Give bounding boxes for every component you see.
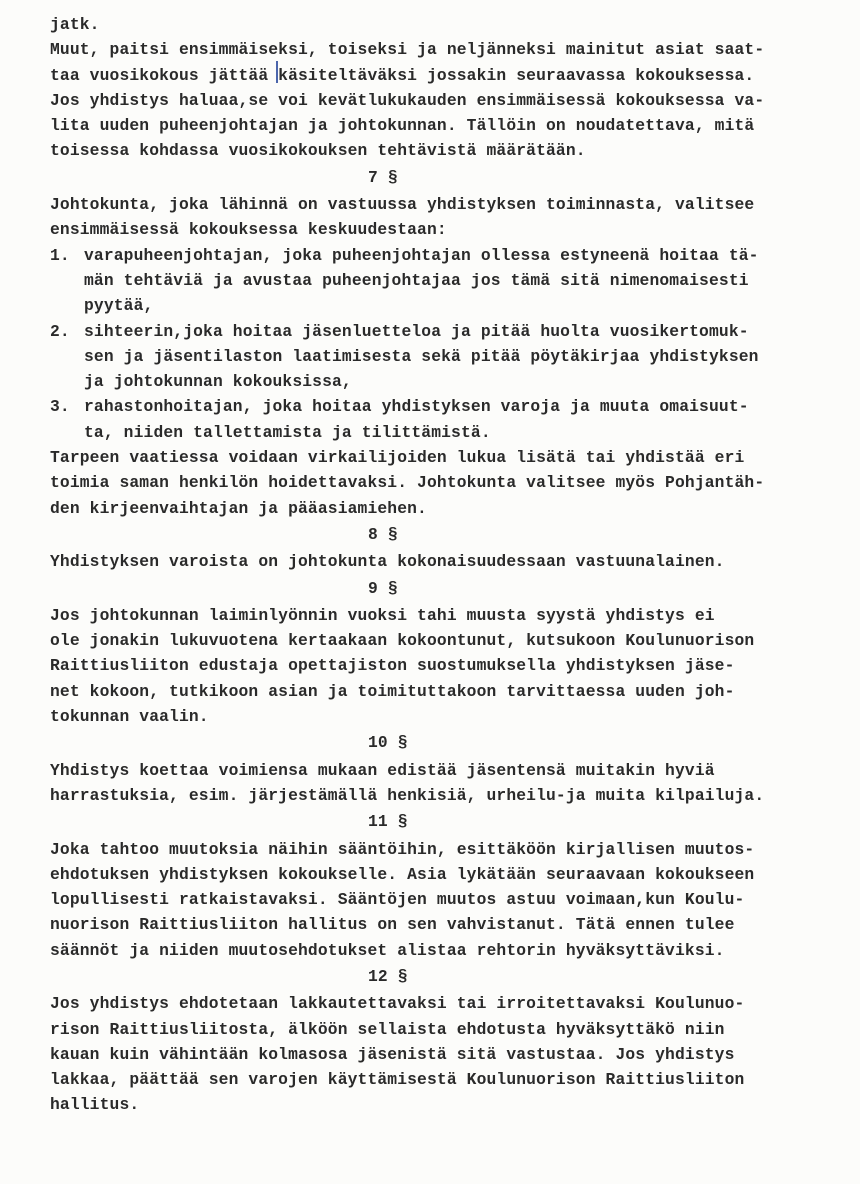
section-heading: 8 § — [368, 524, 398, 544]
section-heading: 9 § — [368, 578, 398, 598]
numbered-list — [50, 243, 820, 445]
list-item-line: sen ja jäsentilaston laatimisesta sekä pitää pöytäkirjaa yhdistyksen — [84, 346, 759, 366]
text-line: den kirjeenvaihtajan ja pääasiamiehen. — [50, 498, 427, 518]
list-item-line: rahastonhoitajan, joka hoitaa yhdistyksen varoja ja muuta omaisuut- — [84, 397, 749, 417]
paragraph — [50, 445, 820, 521]
list-item-line: varapuheenjohtajan, joka puheenjohtajan ollessa estyneenä hoitaa tä- — [84, 245, 759, 265]
text-line: säännöt ja niiden muutosehdotukset alistaa rehtorin hyväksyttäviksi. — [50, 940, 725, 960]
text-line: lita uuden puheenjohtajan ja johtokunnan. Tällöin on noudatettava, mitä — [50, 116, 755, 136]
list-item-line: ja johtokunnan kokouksissa, — [84, 372, 352, 392]
text-line: ole jonakin lukuvuotena kertaakaan kokoontunut, kutsukoon Koulunuorison — [50, 631, 755, 651]
list-item-number: 1. — [50, 245, 70, 265]
list-item — [50, 319, 820, 395]
document-body — [50, 12, 820, 1118]
text-line: nuorison Raittiusliiton hallitus on sen vahvistanut. Tätä ennen tulee — [50, 915, 735, 935]
list-item — [50, 243, 820, 319]
paragraph — [50, 991, 820, 1117]
paragraph — [50, 192, 820, 243]
paragraph — [50, 758, 820, 809]
text-line: Jos johtokunnan laiminlyönnin vuoksi tahi muusta syystä yhdistys ei — [50, 605, 715, 625]
text-line: harrastuksia, esim. järjestämällä henkisiä, urheilu-ja muita kilpailuja. — [50, 785, 765, 805]
list-item-number: 2. — [50, 321, 70, 341]
text-line: Yhdistyksen varoista on johtokunta kokonaisuudessaan vastuunalainen. — [50, 552, 725, 572]
text-line: toimia saman henkilön hoidettavaksi. Johtokunta valitsee myös Pohjantäh- — [50, 473, 765, 493]
text-line: kauan kuin vähintään kolmasosa jäsenistä sitä vastustaa. Jos yhdistys — [50, 1044, 735, 1064]
section-heading: 10 § — [368, 733, 408, 753]
list-item-line: ta, niiden tallettamista ja tilittämistä. — [84, 422, 491, 442]
section-heading: 11 § — [368, 812, 408, 832]
section-heading: 7 § — [368, 167, 398, 187]
paragraph — [50, 37, 820, 163]
text-line: Tarpeen vaatiessa voidaan virkailijoiden lukua lisätä tai yhdistää eri — [50, 448, 745, 468]
text-line: Jos yhdistys ehdotetaan lakkautettavaksi tai irroitettavaksi Koulunuo- — [50, 994, 745, 1014]
list-item-line: sihteerin,joka hoitaa jäsenluetteloa ja pitää huolta vuosikertomuk- — [84, 321, 749, 341]
text-line: lakkaa, päättää sen varojen käyttämisestä Koulunuorison Raittiusliiton — [50, 1070, 745, 1090]
text-line: rison Raittiusliitosta, älköön sellaista ehdotusta hyväksyttäkö niin — [50, 1019, 725, 1039]
text-line: tokunnan vaalin. — [50, 707, 209, 727]
paragraph — [50, 603, 820, 729]
text-line: Jos yhdistys haluaa,se voi kevätlukukauden ensimmäisessä kokouksessa va- — [50, 90, 765, 110]
text-line: lopullisesti ratkaistavaksi. Sääntöjen muutos astuu voimaan,kun Koulu- — [50, 890, 745, 910]
text-line: Johtokunta, joka lähinnä on vastuussa yhdistyksen toiminnasta, valitsee — [50, 195, 755, 215]
text-line: Joka tahtoo muutoksia näihin sääntöihin, esittäköön kirjallisen muutos- — [50, 839, 755, 859]
text-line: Muut, paitsi ensimmäiseksi, toiseksi ja neljänneksi mainitut asiat saat- — [50, 40, 765, 60]
section-heading: 12 § — [368, 966, 408, 986]
text-line: ehdotuksen yhdistyksen kokoukselle. Asia lykätään seuraavaan kokoukseen — [50, 864, 755, 884]
list-item — [50, 394, 820, 445]
paragraph — [50, 837, 820, 963]
text-line: taa vuosikokous jättää käsiteltäväksi jossakin seuraavassa kokouksessa. — [50, 65, 755, 85]
continuation-marker: jatk. — [50, 15, 100, 34]
text-line: hallitus. — [50, 1095, 140, 1115]
text-line: net kokoon, tutkikoon asian ja toimituttakoon tarvittaessa uuden joh- — [50, 681, 735, 701]
text-line: toisessa kohdassa vuosikokouksen tehtävistä määrätään. — [50, 141, 586, 161]
list-item-line: män tehtäviä ja avustaa puheenjohtajaa jos tämä sitä nimenomaisesti — [84, 270, 749, 290]
list-item-line: pyytää, — [84, 296, 154, 316]
paragraph — [50, 549, 820, 574]
list-item-number: 3. — [50, 397, 70, 417]
text-line: Yhdistys koettaa voimiensa mukaan edistää jäsentensä muitakin hyviä — [50, 760, 715, 780]
text-line: Raittiusliiton edustaja opettajiston suostumuksella yhdistyksen jäse- — [50, 656, 735, 676]
text-line: ensimmäisessä kokouksessa keskuudestaan: — [50, 220, 447, 240]
